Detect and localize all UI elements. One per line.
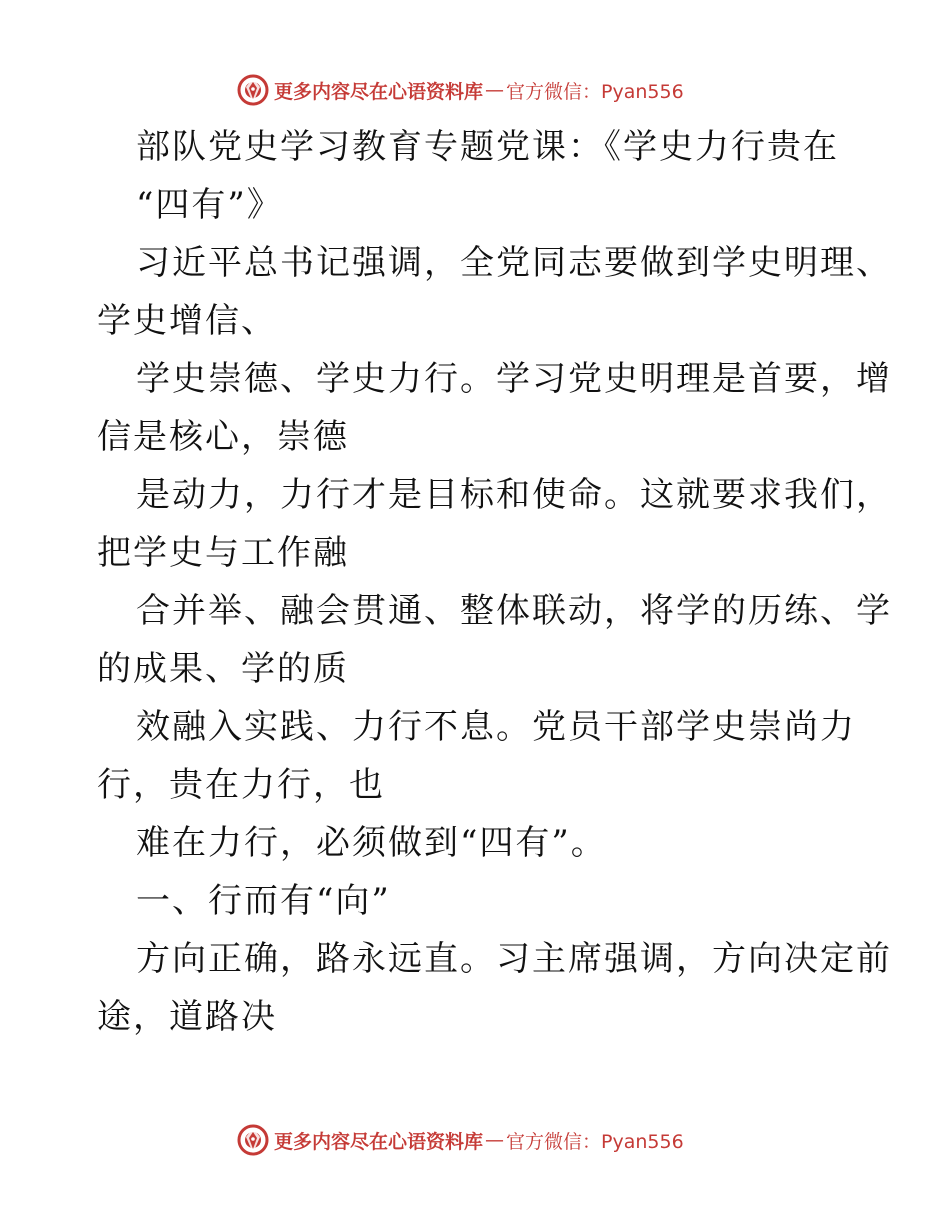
paragraph-line: 难在力行，必须做到“四有”。 <box>136 823 607 863</box>
doc-title-line-1: 部队党史学习教育专题党课：《学史力行贵在 <box>136 127 839 167</box>
paragraph-line: 信是核心，崇德 <box>97 417 349 457</box>
paragraph-line: 方向正确，路永远直。习主席强调，方向决定前 <box>136 939 892 979</box>
banner-wechat: 官方微信：Pyan556 <box>506 1130 684 1153</box>
pen-logo-icon <box>236 73 270 107</box>
paragraph-line: 习近平总书记强调，全党同志要做到学史明理、 <box>136 243 892 283</box>
paragraph-line: 效融入实践、力行不息。党员干部学史崇尚力 <box>136 707 856 747</box>
banner-dash: — <box>485 79 505 101</box>
paragraph-line: 学史崇德、学史力行。学习党史明理是首要，增 <box>136 359 892 399</box>
paragraph-line: 学史增信、 <box>97 301 277 341</box>
banner-wechat: 官方微信：Pyan556 <box>506 80 684 103</box>
paragraph-line: 行，贵在力行，也 <box>97 765 385 805</box>
paragraph-line: 合并举、融会贯通、整体联动，将学的历练、学 <box>136 591 892 631</box>
pen-logo-icon <box>236 1123 270 1157</box>
paragraph-line: 是动力，力行才是目标和使命。这就要求我们， <box>136 475 892 515</box>
paragraph-line: 途，道路决 <box>97 997 277 1037</box>
footer-banner[interactable] <box>236 1123 684 1157</box>
doc-title-line-2: “四有”》 <box>136 185 283 225</box>
section-heading: 一、行而有“向” <box>136 881 391 921</box>
banner-text: 更多内容尽在心语资料库 <box>274 80 484 103</box>
paragraph-line: 的成果、学的质 <box>97 649 349 689</box>
paragraph-line: 把学史与工作融 <box>97 533 349 573</box>
header-banner[interactable] <box>236 73 684 107</box>
banner-dash: — <box>485 1129 505 1151</box>
banner-text: 更多内容尽在心语资料库 <box>274 1130 484 1153</box>
